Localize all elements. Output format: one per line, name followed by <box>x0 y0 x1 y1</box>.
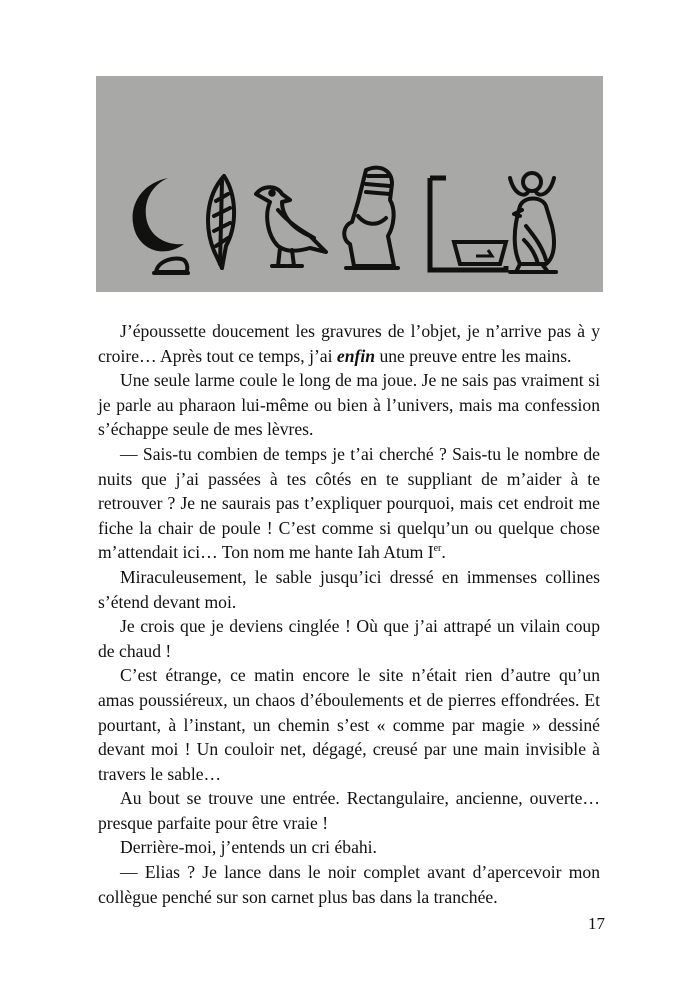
enclosure-icon <box>430 178 506 270</box>
reed-leaf-icon <box>208 176 234 268</box>
moon-icon <box>133 178 188 273</box>
superscript-er: er <box>433 543 442 555</box>
paragraph-8: Derrière-moi, j’entends un cri ébahi. <box>120 837 377 858</box>
paragraph-1 <box>98 319 600 368</box>
paragraph-1-after: une preuve entre les mains. <box>375 345 572 366</box>
falcon-sun-disk-icon <box>510 173 556 272</box>
paragraph-9: — Elias ? Je lance dans le noir complet avant d’apercevoir mon collègue penché sur son carnet plus bas dans la tranchée. <box>98 862 600 907</box>
paragraph-3-before: — Sais-tu combien de temps je t’ai cherché ? Sais-tu le nombre de nuits que j’ai passées à tes côtés en te suppliant de m’aider à te retrouver ? Je ne saurais pas t’expliquer pourquoi, mais cet endroit me fiche la chair de poule ! C’est comme si quelqu’un ou quelque chose m’attendait ici… Ton nom me hante Iah Atum I <box>98 443 600 563</box>
paragraph-3-after: . <box>441 542 446 563</box>
paragraph-4: Miraculeusement, le sable jusqu’ici dressé en immenses collines s’étend devant moi. <box>98 566 600 612</box>
body-text <box>98 319 600 909</box>
hieroglyph-svg <box>96 76 603 292</box>
paragraph-1-before: J’époussette doucement les gravures de l’objet, je n’arrive pas à y croire… Après tout ce temps, j’ai <box>98 321 600 366</box>
paragraph-2: Une seule larme coule le long de ma joue. Je ne sais pas vraiment si je parle au pharaon lui-même ou bien à l’univers, mais ma confession s’échappe seule de mes lèvres. <box>98 370 600 440</box>
page-number: 17 <box>588 914 605 933</box>
paragraph-6: C’est étrange, ce matin encore le site n’était rien d’autre qu’un amas poussiéreux, un chaos d’éboulements et de pierres effondrées. Et pourtant, à l’instant, un chemin s’est « comme par magie » dessiné devant moi ! Un couloir net, dégagé, creusé par une main invisible à travers le sable… <box>98 665 600 784</box>
emphasis-enfin: enfin <box>336 345 376 366</box>
paragraph-3 <box>98 442 600 565</box>
vulture-icon <box>256 187 326 266</box>
hieroglyph-figure <box>96 76 603 292</box>
paragraph-7: Au bout se trouve une entrée. Rectangulaire, ancienne, ouverte… presque parfaite pour être vraie ! <box>98 788 600 833</box>
seated-figure-icon <box>344 168 398 268</box>
paragraph-5: Je crois que je deviens cinglée ! Où que j’ai attrapé un vilain coup de chaud ! <box>98 616 600 661</box>
